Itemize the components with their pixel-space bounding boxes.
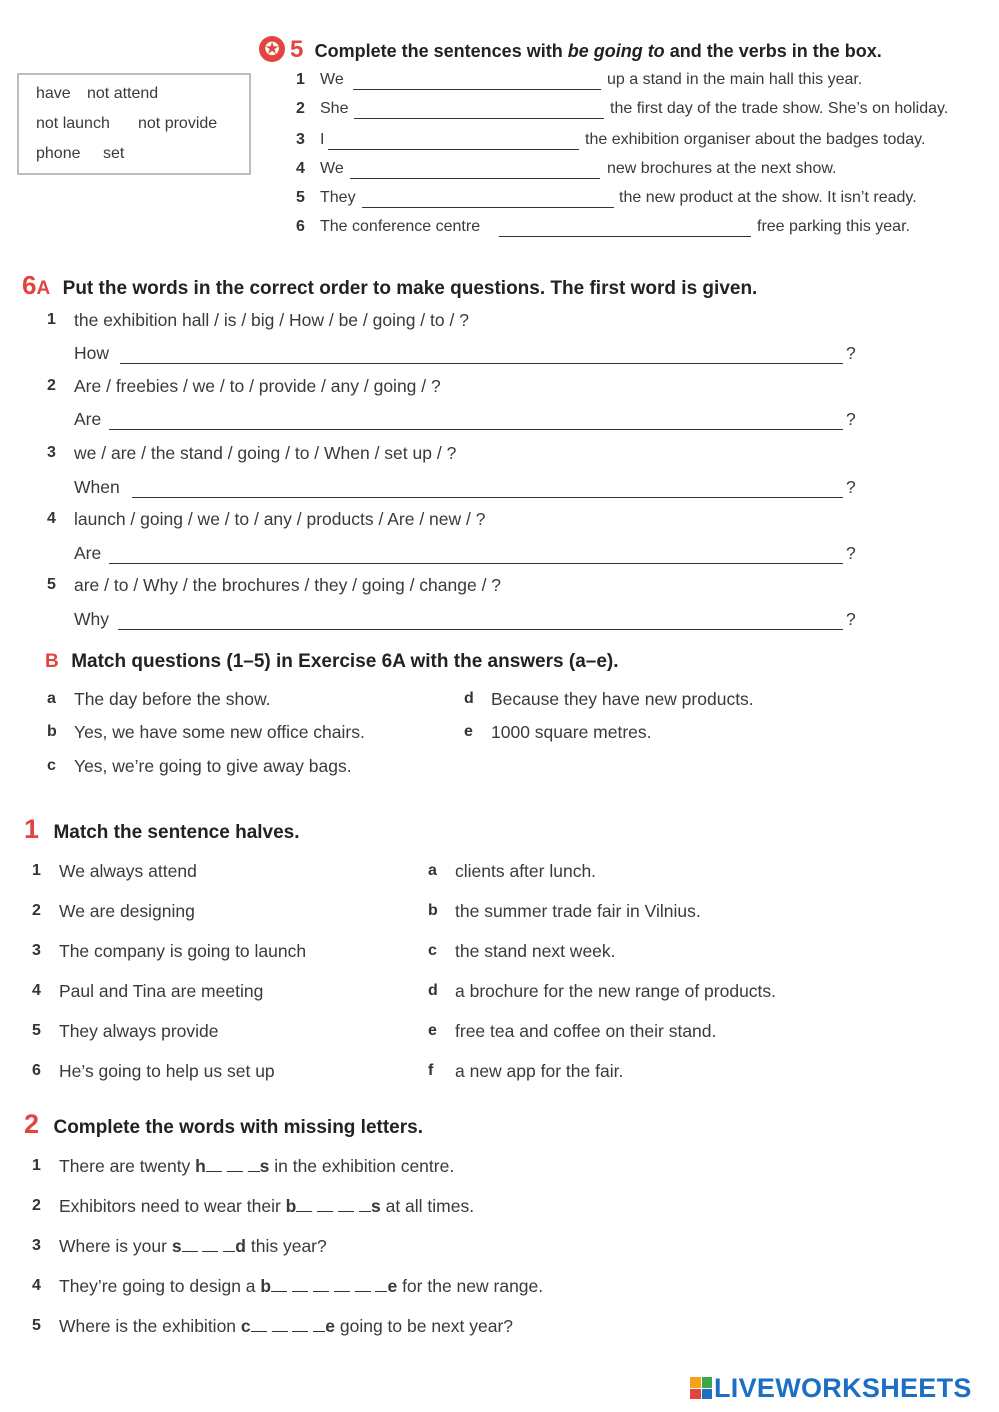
question-start: Are bbox=[74, 409, 102, 429]
word-sentence: Exhibitors need to wear their b s at all times. bbox=[59, 1196, 475, 1216]
letter-blank[interactable] bbox=[248, 1171, 260, 1172]
item-number: 6 bbox=[296, 218, 305, 235]
answer-letter: c bbox=[47, 757, 56, 774]
item-number: 1 bbox=[32, 862, 41, 879]
item-number: 1 bbox=[296, 71, 305, 88]
answer-blank[interactable] bbox=[354, 118, 604, 119]
answer-line[interactable] bbox=[132, 497, 843, 498]
word-sentence: There are twenty h s in the exhibition centre. bbox=[59, 1156, 455, 1176]
match-letter: f bbox=[428, 1062, 434, 1079]
item-number: 4 bbox=[296, 160, 305, 177]
answer-text: 1000 square metres. bbox=[491, 722, 652, 742]
word-sentence: Where is the exhibition c e going to be next year? bbox=[59, 1316, 514, 1336]
letter-blank[interactable] bbox=[296, 1211, 312, 1212]
item-number: 1 bbox=[47, 311, 56, 328]
logo-icon bbox=[690, 1377, 712, 1399]
answer-letter: d bbox=[464, 690, 474, 707]
sentence-half: a new app for the fair. bbox=[455, 1061, 624, 1081]
box-word: not launch bbox=[36, 115, 110, 132]
question-mark: ? bbox=[846, 343, 856, 363]
answer-blank[interactable] bbox=[353, 89, 601, 90]
letter-blank[interactable] bbox=[272, 1331, 288, 1332]
question-mark: ? bbox=[846, 543, 856, 563]
letter-blank[interactable] bbox=[202, 1251, 218, 1252]
answer-line[interactable] bbox=[120, 363, 843, 364]
item-number: 1 bbox=[32, 1157, 41, 1174]
sentence-half: The company is going to launch bbox=[59, 941, 307, 961]
word-sentence: They’re going to design a b e for the new range. bbox=[59, 1276, 544, 1296]
box-word: phone bbox=[36, 145, 81, 162]
answer-letter: e bbox=[464, 723, 473, 740]
letter-blank[interactable] bbox=[271, 1291, 287, 1292]
item-number: 2 bbox=[32, 1197, 41, 1214]
star-icon: ✪ bbox=[259, 36, 285, 62]
answer-blank[interactable] bbox=[350, 178, 600, 179]
question-start: When bbox=[74, 477, 120, 497]
answer-blank[interactable] bbox=[499, 236, 751, 237]
match-letter: b bbox=[428, 902, 438, 919]
sentence-start: She bbox=[320, 100, 349, 117]
item-number: 2 bbox=[47, 377, 56, 394]
sentence-end: the new product at the show. It isn’t ready. bbox=[619, 189, 917, 206]
letter-blank[interactable] bbox=[313, 1291, 329, 1292]
item-number: 4 bbox=[47, 510, 56, 527]
ex2-header: 2 Complete the words with missing letters. bbox=[24, 1109, 423, 1139]
sentence-start: We bbox=[320, 71, 344, 88]
sentence-start: They bbox=[320, 189, 356, 206]
item-number: 2 bbox=[32, 902, 41, 919]
sentence-start: I bbox=[320, 131, 325, 148]
letter-blank[interactable] bbox=[223, 1251, 235, 1252]
logo-text: LIVEWORKSHEETS bbox=[714, 1372, 972, 1403]
letter-blank[interactable] bbox=[227, 1171, 243, 1172]
ex6a-header: 6A Put the words in the correct order to make questions. The first word is given. bbox=[22, 270, 758, 300]
sentence-half: free tea and coffee on their stand. bbox=[455, 1021, 717, 1041]
sentence-end: the exhibition organiser about the badges today. bbox=[585, 131, 926, 148]
answer-text: Yes, we have some new office chairs. bbox=[74, 722, 365, 742]
sentence-half: the summer trade fair in Vilnius. bbox=[455, 901, 701, 921]
letter-blank[interactable] bbox=[292, 1331, 308, 1332]
match-letter: e bbox=[428, 1022, 437, 1039]
item-number: 3 bbox=[32, 1237, 41, 1254]
sentence-half: He’s going to help us set up bbox=[59, 1061, 275, 1081]
item-number: 5 bbox=[47, 576, 56, 593]
ex5-header: 5 Complete the sentences with be going to and the verbs in the box. bbox=[290, 36, 882, 63]
jumbled-words: Are / freebies / we / to / provide / any / going / ? bbox=[74, 376, 441, 396]
item-number: 3 bbox=[32, 942, 41, 959]
question-start: How bbox=[74, 343, 110, 363]
item-number: 3 bbox=[296, 131, 305, 148]
word-sentence: Where is your s d this year? bbox=[59, 1236, 327, 1256]
answer-letter: b bbox=[47, 723, 57, 740]
item-number: 4 bbox=[32, 1277, 41, 1294]
match-letter: d bbox=[428, 982, 438, 999]
jumbled-words: are / to / Why / the brochures / they / going / change / ? bbox=[74, 575, 502, 595]
ex6b-header: B Match questions (1–5) in Exercise 6A with the answers (a–e). bbox=[45, 651, 619, 672]
box-word: set bbox=[103, 145, 125, 162]
ex1-header: 1 Match the sentence halves. bbox=[24, 814, 300, 844]
match-letter: c bbox=[428, 942, 437, 959]
sentence-end: up a stand in the main hall this year. bbox=[607, 71, 863, 88]
item-number: 4 bbox=[32, 982, 41, 999]
sentence-end: new brochures at the next show. bbox=[607, 160, 837, 177]
letter-blank[interactable] bbox=[338, 1211, 354, 1212]
answer-text: The day before the show. bbox=[74, 689, 271, 709]
question-mark: ? bbox=[846, 409, 856, 429]
question-start: Why bbox=[74, 609, 109, 629]
letter-blank[interactable] bbox=[292, 1291, 308, 1292]
sentence-half: They always provide bbox=[59, 1021, 219, 1041]
jumbled-words: launch / going / we / to / any / products / Are / new / ? bbox=[74, 509, 486, 529]
letter-blank[interactable] bbox=[355, 1291, 371, 1292]
answer-text: Because they have new products. bbox=[491, 689, 754, 709]
question-start: Are bbox=[74, 543, 102, 563]
item-number: 5 bbox=[32, 1022, 41, 1039]
sentence-half: We are designing bbox=[59, 901, 195, 921]
letter-blank[interactable] bbox=[317, 1211, 333, 1212]
letter-blank[interactable] bbox=[251, 1331, 267, 1332]
item-number: 6 bbox=[32, 1062, 41, 1079]
answer-line[interactable] bbox=[118, 629, 843, 630]
answer-line[interactable] bbox=[109, 563, 843, 564]
sentence-half: clients after lunch. bbox=[455, 861, 597, 881]
jumbled-words: we / are / the stand / going / to / When / set up / ? bbox=[74, 443, 457, 463]
word-box bbox=[17, 73, 251, 175]
answer-line[interactable] bbox=[109, 429, 843, 430]
answer-blank[interactable] bbox=[362, 207, 614, 208]
answer-text: Yes, we’re going to give away bags. bbox=[74, 756, 352, 776]
sentence-start: We bbox=[320, 160, 344, 177]
box-word: have bbox=[36, 85, 71, 102]
liveworksheets-logo[interactable] bbox=[690, 1372, 972, 1404]
item-number: 3 bbox=[47, 444, 56, 461]
match-letter: a bbox=[428, 862, 437, 879]
sentence-end: the first day of the trade show. She’s on holiday. bbox=[610, 100, 949, 117]
letter-blank[interactable] bbox=[182, 1251, 198, 1252]
box-word: not provide bbox=[138, 115, 218, 132]
sentence-half: a brochure for the new range of products. bbox=[455, 981, 777, 1001]
answer-letter: a bbox=[47, 690, 56, 707]
letter-blank[interactable] bbox=[313, 1331, 325, 1332]
jumbled-words: the exhibition hall / is / big / How / be / going / to / ? bbox=[74, 310, 469, 330]
question-mark: ? bbox=[846, 477, 856, 497]
item-number: 2 bbox=[296, 100, 305, 117]
sentence-start: The conference centre bbox=[320, 218, 481, 235]
letter-blank[interactable] bbox=[334, 1291, 350, 1292]
letter-blank[interactable] bbox=[375, 1291, 387, 1292]
letter-blank[interactable] bbox=[359, 1211, 371, 1212]
question-mark: ? bbox=[846, 609, 856, 629]
letter-blank[interactable] bbox=[206, 1171, 222, 1172]
sentence-end: free parking this year. bbox=[757, 218, 910, 235]
box-word: not attend bbox=[87, 85, 159, 102]
answer-blank[interactable] bbox=[328, 149, 579, 150]
sentence-half: the stand next week. bbox=[455, 941, 616, 961]
sentence-half: We always attend bbox=[59, 861, 197, 881]
sentence-half: Paul and Tina are meeting bbox=[59, 981, 264, 1001]
item-number: 5 bbox=[296, 189, 305, 206]
item-number: 5 bbox=[32, 1317, 41, 1334]
